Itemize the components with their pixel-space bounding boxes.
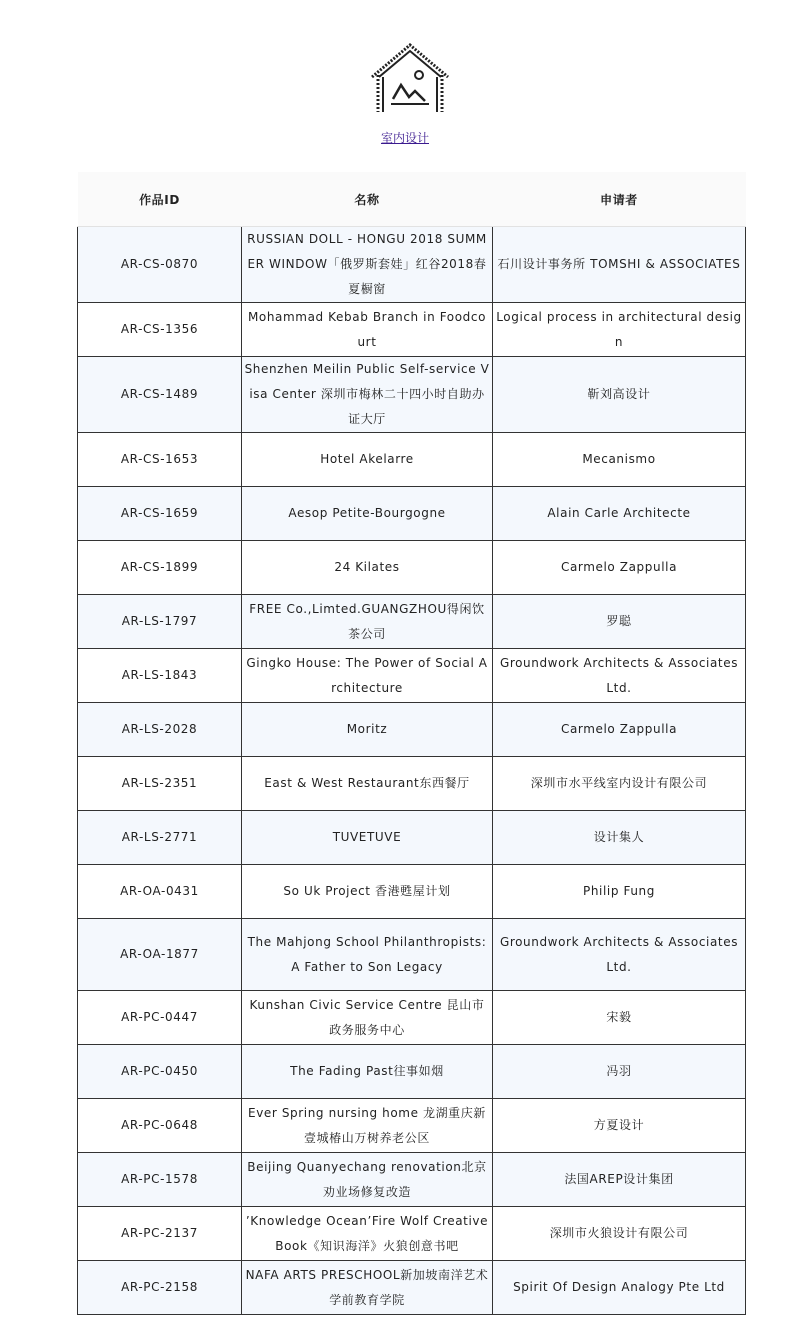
works-table	[77, 172, 746, 1315]
cell-id: AR-PC-0450	[78, 1045, 242, 1099]
cell-name: Moritz	[242, 703, 493, 757]
cell-name: Hotel Akelarre	[242, 433, 493, 487]
cell-id: AR-LS-1843	[78, 649, 242, 703]
cell-applicant: Mecanismo	[493, 433, 746, 487]
cell-name: FREE Co.,Limted.GUANGZHOU得闲饮茶公司	[242, 595, 493, 649]
table-row[interactable]	[78, 649, 746, 703]
cell-applicant: 宋毅	[493, 991, 746, 1045]
cell-applicant: 法国AREP设计集团	[493, 1153, 746, 1207]
table-row[interactable]	[78, 433, 746, 487]
table-row[interactable]	[78, 1099, 746, 1153]
cell-name: NAFA ARTS PRESCHOOL新加坡南洋艺术学前教育学院	[242, 1261, 493, 1315]
cell-name: So Uk Project 香港甦屋计划	[242, 865, 493, 919]
table-row[interactable]	[78, 919, 746, 991]
cell-name: East & West Restaurant东西餐厅	[242, 757, 493, 811]
column-header-id[interactable]: 作品ID	[78, 172, 242, 227]
table-row[interactable]	[78, 595, 746, 649]
table-row[interactable]	[78, 357, 746, 433]
table-row[interactable]	[78, 1153, 746, 1207]
table-row[interactable]	[78, 1045, 746, 1099]
cell-applicant: Alain Carle Architecte	[493, 487, 746, 541]
cell-id: AR-PC-0648	[78, 1099, 242, 1153]
cell-id: AR-CS-1653	[78, 433, 242, 487]
table-row[interactable]	[78, 865, 746, 919]
cell-name: Ever Spring nursing home 龙湖重庆新壹城椿山万树养老公区	[242, 1099, 493, 1153]
column-header-name[interactable]: 名称	[242, 172, 493, 227]
cell-id: AR-OA-0431	[78, 865, 242, 919]
cell-name: TUVETUVE	[242, 811, 493, 865]
cell-id: AR-PC-2158	[78, 1261, 242, 1315]
cell-applicant: 深圳市火狼设计有限公司	[493, 1207, 746, 1261]
cell-applicant: Philip Fung	[493, 865, 746, 919]
cell-applicant: 冯羽	[493, 1045, 746, 1099]
cell-id: AR-OA-1877	[78, 919, 242, 991]
cell-id: AR-LS-1797	[78, 595, 242, 649]
cell-name: Kunshan Civic Service Centre 昆山市政务服务中心	[242, 991, 493, 1045]
house-picture-icon	[369, 41, 451, 115]
cell-id: AR-PC-2137	[78, 1207, 242, 1261]
cell-applicant: Carmelo Zappulla	[493, 541, 746, 595]
cell-name: Beijing Quanyechang renovation北京劝业场修复改造	[242, 1153, 493, 1207]
cell-id: AR-LS-2351	[78, 757, 242, 811]
table-row[interactable]	[78, 991, 746, 1045]
table-row[interactable]	[78, 487, 746, 541]
table-row[interactable]	[78, 227, 746, 303]
cell-id: AR-PC-1578	[78, 1153, 242, 1207]
cell-applicant: 石川设计事务所 TOMSHI & ASSOCIATES	[493, 227, 746, 303]
table-row[interactable]	[78, 703, 746, 757]
table-row[interactable]	[78, 303, 746, 357]
cell-applicant: Spirit Of Design Analogy Pte Ltd	[493, 1261, 746, 1315]
cell-name: Aesop Petite-Bourgogne	[242, 487, 493, 541]
cell-applicant: Logical process in architectural design	[493, 303, 746, 357]
cell-name: Gingko House: The Power of Social Architecture	[242, 649, 493, 703]
cell-id: AR-CS-1489	[78, 357, 242, 433]
cell-name: ’Knowledge Ocean’Fire Wolf Creative Book《知识海洋》火狼创意书吧	[242, 1207, 493, 1261]
cell-id: AR-CS-0870	[78, 227, 242, 303]
cell-id: AR-LS-2028	[78, 703, 242, 757]
cell-id: AR-LS-2771	[78, 811, 242, 865]
cell-name: The Mahjong School Philanthropists: A Father to Son Legacy	[242, 919, 493, 991]
table-row[interactable]	[78, 811, 746, 865]
cell-name: Mohammad Kebab Branch in Foodcourt	[242, 303, 493, 357]
cell-id: AR-PC-0447	[78, 991, 242, 1045]
cell-name: Shenzhen Meilin Public Self-service Visa Center 深圳市梅林二十四小时自助办证大厅	[242, 357, 493, 433]
cell-id: AR-CS-1659	[78, 487, 242, 541]
cell-applicant: Groundwork Architects & Associates Ltd.	[493, 649, 746, 703]
cell-applicant: 罗聪	[493, 595, 746, 649]
cell-name: The Fading Past往事如烟	[242, 1045, 493, 1099]
cell-applicant: 靳刘高设计	[493, 357, 746, 433]
table-row[interactable]	[78, 541, 746, 595]
table-header-row	[78, 172, 746, 227]
column-header-applicant[interactable]: 申请者	[493, 172, 746, 227]
cell-name: RUSSIAN DOLL - HONGU 2018 SUMMER WINDOW「俄罗斯套娃」红谷2018春夏橱窗	[242, 227, 493, 303]
cell-id: AR-CS-1899	[78, 541, 242, 595]
table-row[interactable]	[78, 1261, 746, 1315]
cell-applicant: Carmelo Zappulla	[493, 703, 746, 757]
cell-applicant: 设计集人	[493, 811, 746, 865]
cell-applicant: 深圳市水平线室内设计有限公司	[493, 757, 746, 811]
cell-name: 24 Kilates	[242, 541, 493, 595]
table-row[interactable]	[78, 757, 746, 811]
cell-id: AR-CS-1356	[78, 303, 242, 357]
cell-applicant: 方夏设计	[493, 1099, 746, 1153]
table-row[interactable]	[78, 1207, 746, 1261]
cell-applicant: Groundwork Architects & Associates Ltd.	[493, 919, 746, 991]
category-link[interactable]: 室内设计	[380, 131, 429, 145]
